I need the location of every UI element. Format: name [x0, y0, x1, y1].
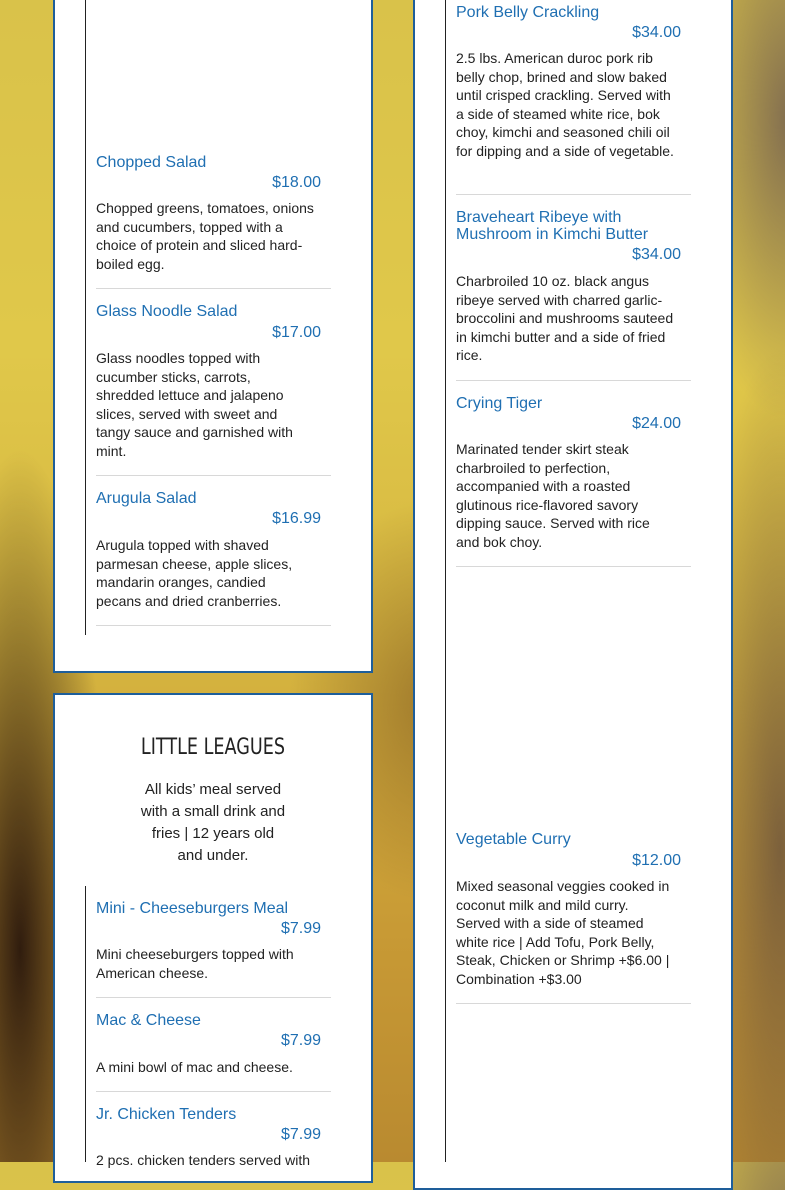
item-name: Jr. Chicken Tenders [96, 1106, 237, 1123]
item-name: Pork Belly Crackling [456, 4, 600, 21]
item-name: Vegetable Curry [456, 831, 571, 848]
item-description: Charbroiled 10 oz. black angus ribeye served with charred garlic-broccolini and mushrooms sauteed in kimchi butter and a side of fried rice. [456, 273, 674, 363]
item-description: Mini cheeseburgers topped with American cheese. [96, 946, 294, 981]
menu-item [96, 1012, 331, 1029]
divider [456, 380, 691, 381]
menu-item [96, 490, 331, 507]
item-name: Chopped Salad [96, 154, 207, 171]
item-price: $17.00 [272, 324, 321, 341]
divider [96, 1091, 331, 1092]
item-price: $7.99 [280, 1126, 321, 1143]
section-intro: All kids’ meal served with a small drink and fries | 12 years old and under. [140, 781, 286, 864]
section-title: LITTLE LEAGUES [140, 735, 286, 760]
mains-panel [413, 0, 733, 1190]
item-name: Mini - Cheeseburgers Meal [96, 900, 289, 917]
item-name: Arugula Salad [96, 490, 197, 507]
menu-item [456, 831, 691, 848]
kids-rail [85, 886, 86, 1162]
item-description: 2.5 lbs. American duroc pork rib belly chop, brined and slow baked until crisped crackling. Served with a side of steamed white rice, bok choy, kimchi and seasoned chili oil for dipping and a side of vegetable. [456, 50, 674, 159]
item-price: $16.99 [272, 510, 321, 527]
menu-item [456, 395, 691, 412]
item-description: A mini bowl of mac and cheese. [96, 1059, 293, 1075]
item-description: Glass noodles topped with cucumber sticks, carrots, shredded lettuce and jalapeno slices, served with sweet and tangy sauce and garnished with mint. [96, 350, 293, 459]
item-description: 2 pcs. chicken tenders served with [96, 1152, 310, 1168]
mains-rail [445, 0, 446, 1162]
item-price: $12.00 [632, 852, 681, 869]
menu-item [456, 209, 656, 243]
item-price: $7.99 [280, 1032, 321, 1049]
item-price: $34.00 [632, 24, 681, 41]
divider [96, 997, 331, 998]
divider [96, 475, 331, 476]
item-name: Braveheart Ribeye with Mushroom in Kimchi Butter [456, 209, 649, 243]
menu-item [96, 154, 331, 171]
menu-item [456, 4, 691, 21]
divider [456, 194, 691, 195]
item-description: Arugula topped with shaved parmesan cheese, apple slices, mandarin oranges, candied pecans and dried cranberries. [96, 537, 293, 609]
divider [456, 1003, 691, 1004]
item-price: $18.00 [272, 174, 321, 191]
item-price: $34.00 [632, 246, 681, 263]
item-name: Mac & Cheese [96, 1012, 201, 1029]
item-price: $24.00 [632, 415, 681, 432]
menu-item [96, 900, 331, 917]
item-description: Mixed seasonal veggies cooked in coconut milk and mild curry. Served with a side of steamed white rice | Add Tofu, Pork Belly, Steak, Chicken or Shrimp +$6.00 | Combination +$3.00 [456, 878, 670, 987]
item-description: Marinated tender skirt steak charbroiled to perfection, accompanied with a roasted glutinous rice-flavored savory dipping sauce. Served with rice and bok choy. [456, 441, 650, 550]
item-name: Glass Noodle Salad [96, 303, 238, 320]
item-price: $7.99 [280, 920, 321, 937]
divider [96, 625, 331, 626]
menu-item [96, 303, 331, 320]
item-description: Chopped greens, tomatoes, onions and cucumbers, topped with a choice of protein and sliced hard-boiled egg. [96, 200, 314, 272]
menu-item [96, 1106, 331, 1123]
divider [96, 288, 331, 289]
divider [456, 566, 691, 567]
salads-rail [85, 0, 86, 635]
item-name: Crying Tiger [456, 395, 543, 412]
